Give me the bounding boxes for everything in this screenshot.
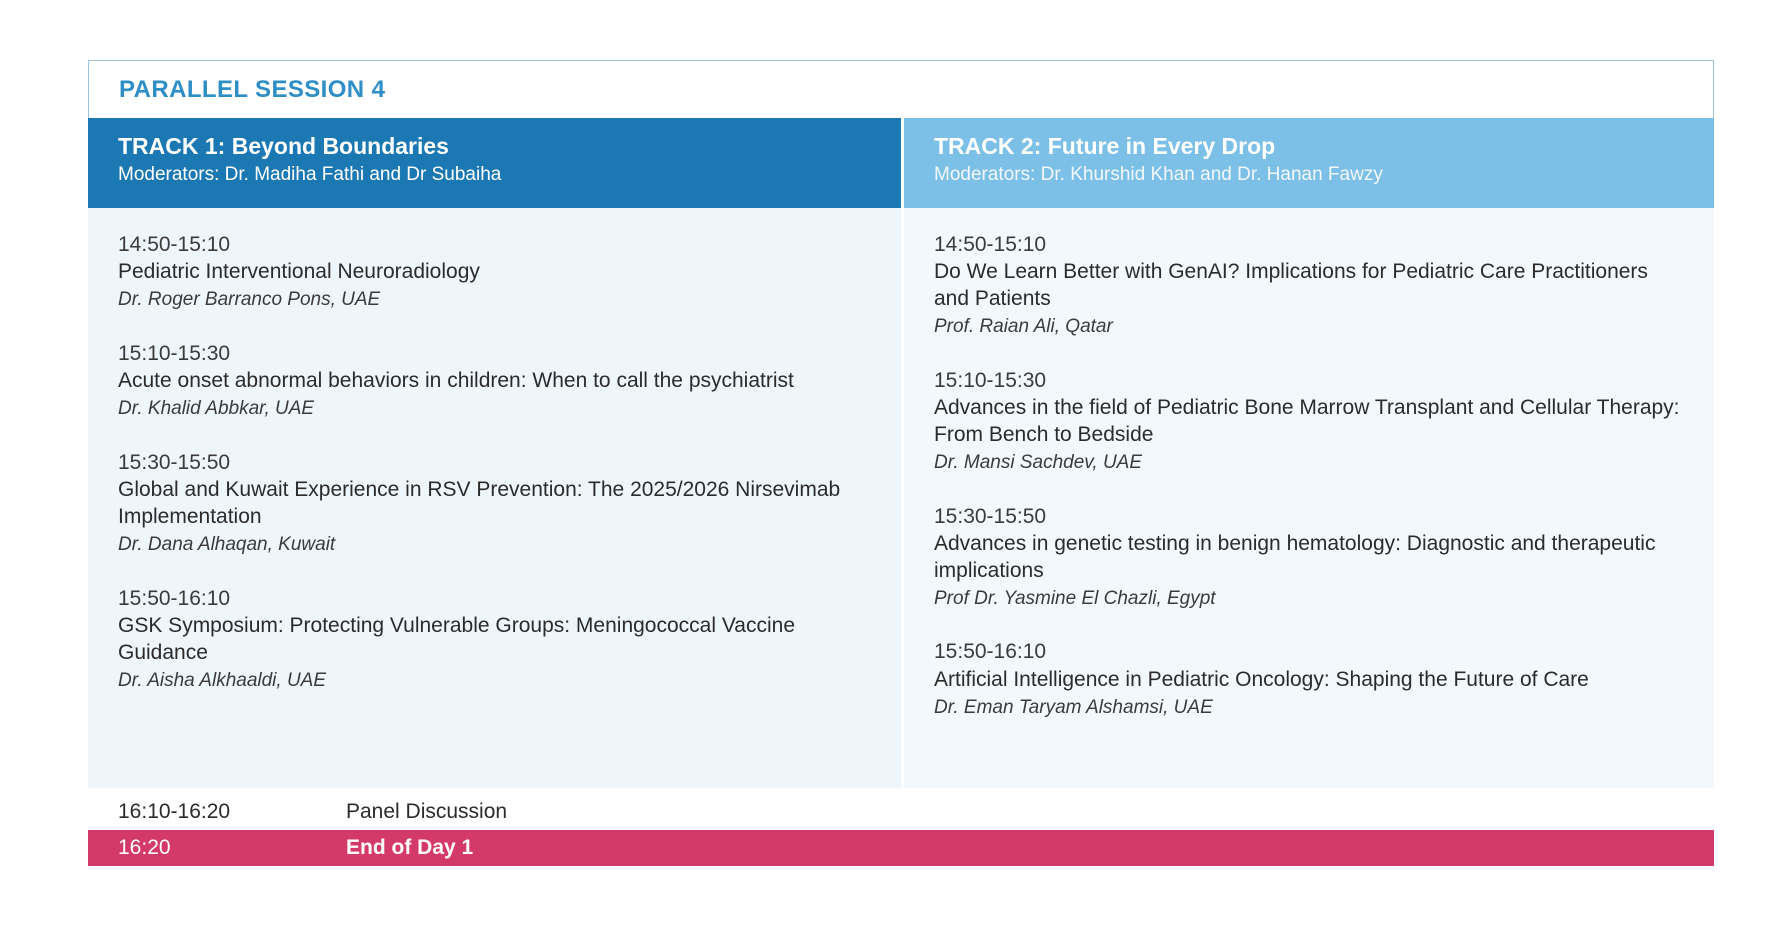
panel-discussion-row: [88, 788, 1714, 830]
talk-time: 14:50-15:10: [118, 233, 231, 256]
talk-item: [118, 339, 867, 422]
talk-title: Advances in genetic testing in benign hematology: Diagnostic and therapeutic implications: [934, 531, 1656, 582]
talk-title: GSK Symposium: Protecting Vulnerable Groups: Meningococcal Vaccine Guidance: [118, 613, 795, 664]
talk-time: 15:10-15:30: [118, 341, 231, 365]
end-of-day-time: 16:20: [118, 836, 171, 859]
track-2-title: TRACK 2: Future in Every Drop: [934, 133, 1276, 159]
talk-title: Artificial Intelligence in Pediatric Oncology: Shaping the Future of Care: [934, 667, 1589, 691]
talk-item: [934, 366, 1680, 476]
talk-title: Global and Kuwait Experience in RSV Prevention: The 2025/2026 Nirsevimab Implementation: [118, 478, 841, 529]
track-1-header: [88, 118, 901, 208]
track-2-moderators: Moderators: Dr. Khurshid Khan and Dr. Hanan Fawzy: [934, 163, 1383, 185]
talk-item: [934, 502, 1680, 612]
talk-speaker: Prof. Raian Ali, Qatar: [934, 316, 1113, 338]
talk-item: [118, 230, 867, 313]
talk-speaker: Dr. Mansi Sachdev, UAE: [934, 451, 1143, 473]
talk-time: 15:30-15:50: [934, 504, 1047, 528]
talk-speaker: Dr. Dana Alhaqan, Kuwait: [118, 533, 336, 555]
track-1-sessions: [88, 208, 901, 788]
session-header-title: PARALLEL SESSION 4: [119, 75, 386, 103]
talk-time: 15:30-15:50: [118, 450, 231, 474]
talk-speaker: Dr. Khalid Abbkar, UAE: [118, 398, 315, 420]
track-1-title: TRACK 1: Beyond Boundaries: [118, 133, 449, 159]
panel-discussion-time: 16:10-16:20: [118, 800, 231, 823]
talk-speaker: Dr. Aisha Alkhaaldi, UAE: [118, 669, 327, 691]
talk-time: 15:10-15:30: [934, 368, 1047, 392]
track-2: [901, 118, 1714, 788]
track-1: [88, 118, 901, 788]
talk-title: Acute onset abnormal behaviors in children: When to call the psychiatrist: [118, 369, 794, 393]
track-2-sessions: [904, 208, 1714, 788]
talk-speaker: Prof Dr. Yasmine El Chazli, Egypt: [934, 587, 1216, 609]
talk-speaker: Dr. Roger Barranco Pons, UAE: [118, 289, 381, 311]
session-header: [88, 60, 1714, 118]
talk-title: Pediatric Interventional Neuroradiology: [118, 260, 480, 284]
track-1-moderators: Moderators: Dr. Madiha Fathi and Dr Subaiha: [118, 163, 502, 185]
talk-item: [118, 584, 867, 694]
end-of-day-row: [88, 830, 1714, 866]
talk-speaker: Dr. Eman Taryam Alshamsi, UAE: [934, 696, 1213, 718]
talk-item: [934, 637, 1680, 720]
talk-time: 14:50-15:10: [934, 233, 1047, 256]
tracks-container: [88, 118, 1714, 788]
panel-discussion-label: Panel Discussion: [346, 800, 508, 823]
talk-title: Do We Learn Better with GenAI? Implications for Pediatric Care Practitioners and Patients: [934, 260, 1648, 311]
talk-item: [118, 448, 867, 558]
talk-title: Advances in the field of Pediatric Bone Marrow Transplant and Cellular Therapy: From Bench to Bedside: [934, 396, 1680, 447]
talk-time: 15:50-16:10: [118, 586, 231, 610]
track-2-header: [904, 118, 1714, 208]
end-of-day-label: End of Day 1: [346, 836, 474, 859]
talk-time: 15:50-16:10: [934, 640, 1047, 664]
agenda-table: [88, 60, 1714, 866]
talk-item: [934, 230, 1680, 340]
